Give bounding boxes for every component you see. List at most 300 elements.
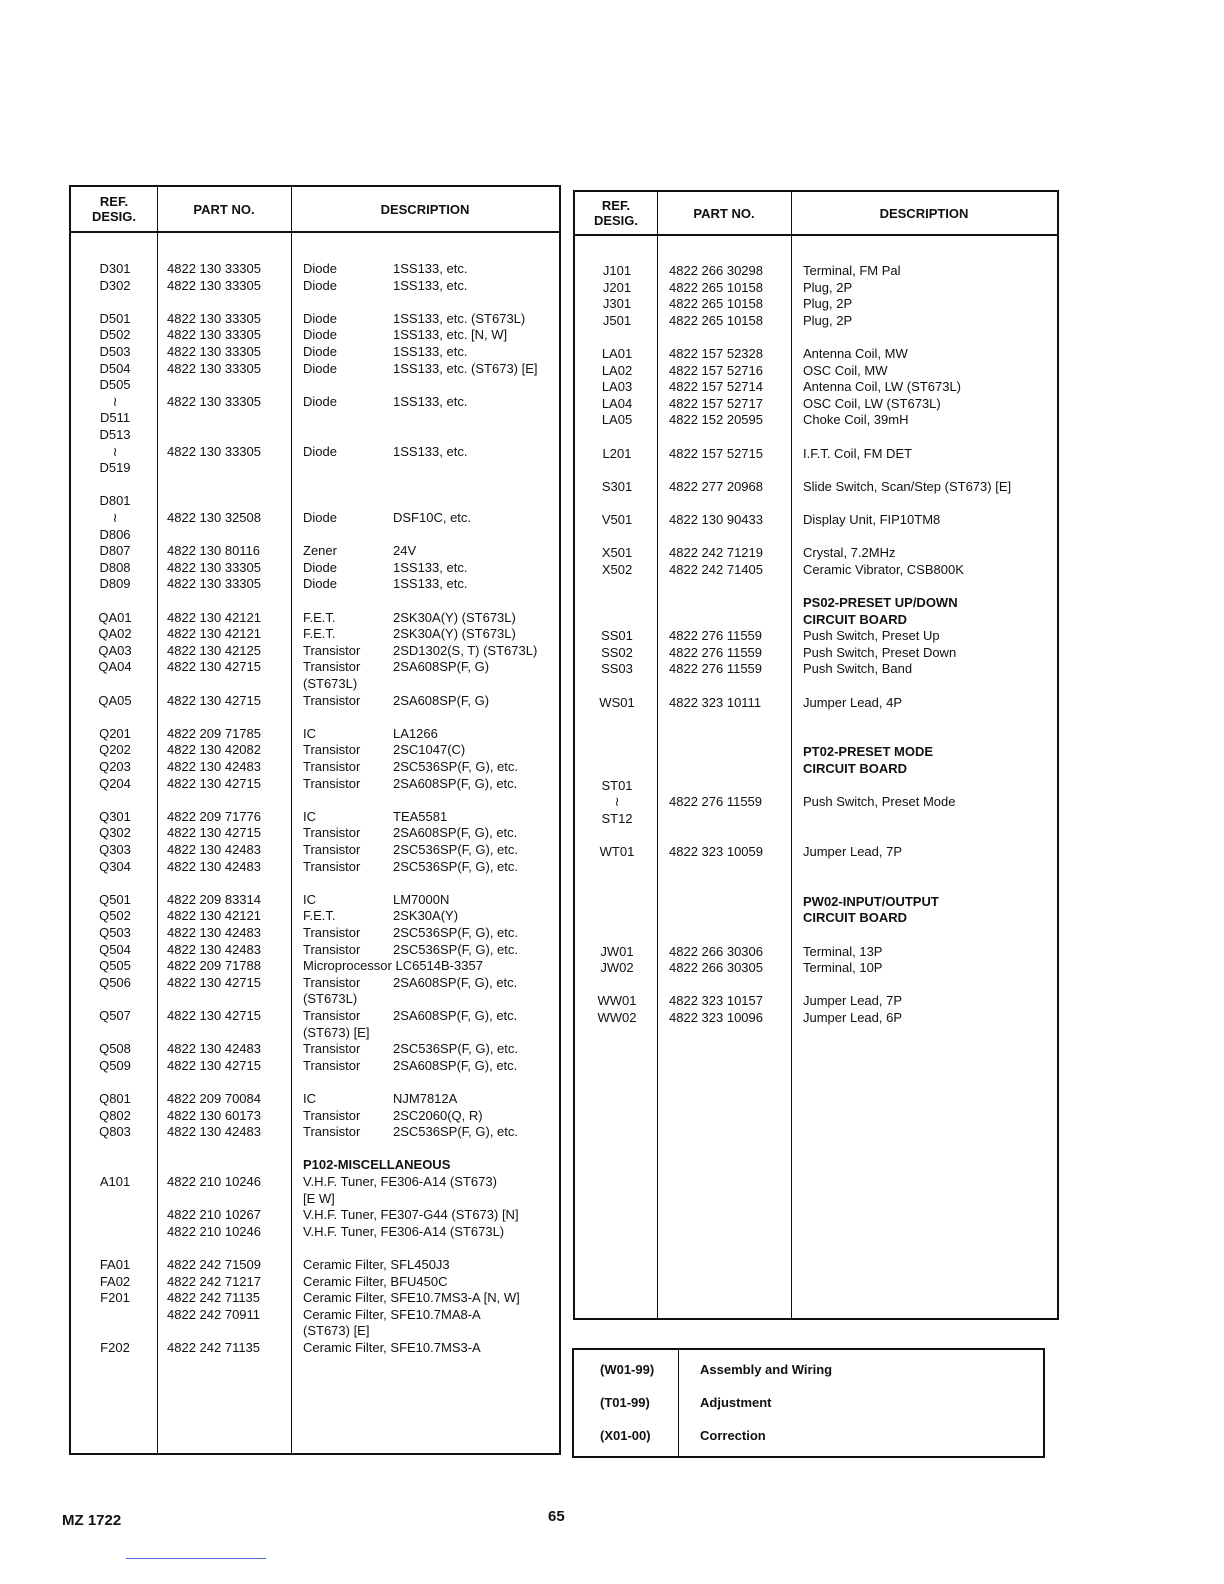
- part-number: 4822 242 70911: [167, 1306, 261, 1322]
- description: (ST673) [E]: [303, 1323, 370, 1339]
- part-row: [575, 511, 1057, 528]
- ref-desig: ≀: [112, 393, 118, 409]
- description: Diode: [303, 443, 337, 459]
- description-detail: 1SS133, etc.: [393, 393, 468, 409]
- part-row: [71, 609, 559, 626]
- left-parts-table: [69, 185, 561, 1455]
- part-number: 4822 276 11559: [669, 661, 763, 677]
- description: Diode: [303, 327, 337, 343]
- part-number: 4822 157 52715: [669, 445, 763, 461]
- description: Ceramic Filter, SFE10.7MS3-A [N, W]: [303, 1290, 520, 1306]
- ref-desig: Q504: [99, 941, 131, 957]
- part-row: [71, 1173, 559, 1190]
- part-row: [71, 1223, 559, 1240]
- description: Transistor: [303, 659, 361, 675]
- part-row: [575, 627, 1057, 644]
- description-detail: 2SC536SP(F, G), etc.: [393, 941, 518, 957]
- description: F.E.T.: [303, 626, 336, 642]
- code-label: Assembly and Wiring: [700, 1362, 833, 1377]
- description: Transistor: [303, 759, 361, 774]
- ref-desig: J501: [602, 312, 632, 328]
- part-number: 4822 130 42715: [167, 775, 261, 791]
- description: CIRCUIT BOARD: [803, 761, 907, 776]
- part-number: 4822 130 60173: [167, 1107, 261, 1123]
- description: Slide Switch, Scan/Step (ST673) [E]: [803, 478, 1012, 494]
- part-row: [71, 775, 559, 792]
- description-detail: 2SK30A(Y) (ST673L): [393, 609, 516, 625]
- description: Push Switch, Preset Mode: [803, 794, 956, 810]
- part-number: 4822 323 10157: [669, 993, 763, 1009]
- section-heading: [71, 1156, 559, 1173]
- section-heading: [575, 909, 1057, 926]
- left-table-header: [71, 187, 559, 233]
- code: (X01-00): [600, 1428, 651, 1443]
- description: Diode: [303, 310, 337, 326]
- description: V.H.F. Tuner, FE307-G44 (ST673) [N]: [303, 1207, 519, 1223]
- description: Diode: [303, 393, 337, 409]
- ref-desig: JW02: [600, 960, 634, 976]
- code-row: [574, 1354, 1043, 1387]
- ref-desig: D519: [99, 460, 131, 476]
- part-number: 4822 209 71785: [167, 725, 261, 741]
- part-number: 4822 130 42483: [167, 925, 261, 940]
- ref-desig: D513: [99, 427, 131, 442]
- description: Transistor: [303, 1008, 361, 1023]
- section-heading: [575, 743, 1057, 760]
- description-detail: LM7000N: [393, 891, 450, 907]
- part-number: 4822 130 33305: [167, 443, 261, 459]
- description: PW02-INPUT/OUTPUT: [803, 893, 939, 909]
- description-detail: 2SD1302(S, T) (ST673L): [393, 642, 538, 658]
- ref-desig: Q508: [99, 1041, 131, 1057]
- description-detail: 2SA608SP(F, G), etc.: [393, 825, 518, 841]
- part-number: 4822 130 33305: [167, 261, 261, 276]
- description: [E W]: [303, 1190, 335, 1206]
- part-number: 4822 130 42121: [167, 609, 261, 625]
- part-row: [71, 443, 559, 460]
- ref-desig: QA03: [98, 642, 132, 658]
- part-number: 4822 210 10267: [167, 1207, 261, 1223]
- description: Transistor: [303, 825, 361, 841]
- ref-desig: X502: [601, 561, 633, 577]
- part-number: 4822 242 71217: [167, 1273, 261, 1289]
- part-row: [71, 492, 559, 509]
- description: Diode: [303, 576, 337, 592]
- description-detail: 2SC1047(C): [393, 742, 466, 758]
- part-number: 4822 157 52328: [669, 346, 763, 361]
- description-detail: 2SA608SP(F, G): [393, 659, 490, 675]
- part-row: [71, 1273, 559, 1290]
- part-number: 4822 266 30306: [669, 943, 763, 959]
- description: Diode: [303, 344, 337, 359]
- part-row: [71, 526, 559, 543]
- ref-desig: WT01: [599, 844, 635, 859]
- part-row: [575, 411, 1057, 428]
- part-row: [71, 459, 559, 476]
- description: Transistor: [303, 642, 361, 658]
- part-number: 4822 209 71788: [167, 958, 261, 974]
- part-number: 4822 130 42715: [167, 825, 261, 841]
- description-detail: 1SS133, etc.: [393, 344, 468, 359]
- ref-desig: Q507: [99, 1008, 131, 1023]
- part-number: 4822 130 42483: [167, 858, 261, 874]
- ref-desig: WW01: [597, 993, 637, 1009]
- description: Antenna Coil, MW: [803, 346, 908, 361]
- part-row: [575, 312, 1057, 329]
- part-row: [71, 310, 559, 327]
- description: Plug, 2P: [803, 279, 853, 295]
- model-number: MZ 1722: [62, 1512, 122, 1529]
- ref-desig: Q803: [99, 1124, 131, 1140]
- part-number: 4822 130 33305: [167, 344, 261, 359]
- part-number: 4822 130 33305: [167, 559, 261, 575]
- page-number: 65: [548, 1508, 565, 1525]
- section-heading: [575, 760, 1057, 777]
- part-row: [71, 974, 559, 991]
- part-row: [71, 343, 559, 360]
- part-row: [71, 1057, 559, 1074]
- ref-desig: D511: [99, 410, 131, 426]
- description-detail: 1SS133, etc. [N, W]: [393, 327, 508, 343]
- description: Transistor: [303, 1124, 361, 1140]
- section-heading: [575, 594, 1057, 611]
- part-number: 4822 130 42121: [167, 626, 261, 642]
- ref-desig: LA01: [601, 346, 633, 361]
- footer-rule: [126, 1558, 266, 1559]
- description: Transistor: [303, 974, 361, 990]
- description: Transistor: [303, 842, 361, 857]
- ref-desig: D809: [99, 576, 131, 592]
- ref-desig: Q503: [99, 925, 131, 940]
- ref-desig: Q301: [99, 808, 131, 824]
- part-row: [71, 841, 559, 858]
- part-row: [71, 1090, 559, 1107]
- description: Diode: [303, 261, 337, 276]
- part-row: [575, 478, 1057, 495]
- part-number: 4822 130 32508: [167, 510, 261, 525]
- ref-desig: X501: [601, 545, 633, 561]
- part-row: [575, 694, 1057, 711]
- ref-desig: ST12: [601, 810, 633, 826]
- description: CIRCUIT BOARD: [803, 910, 907, 926]
- description: IC: [303, 891, 316, 907]
- part-row: [71, 1339, 559, 1356]
- part-number: 4822 130 90433: [669, 512, 763, 527]
- ref-desig: ≀: [112, 443, 118, 459]
- description-detail: TEA5581: [393, 808, 448, 824]
- description-detail: 1SS133, etc.: [393, 576, 468, 592]
- part-number: 4822 323 10096: [669, 1010, 763, 1025]
- part-number: 4822 130 42483: [167, 759, 261, 774]
- description: Transistor: [303, 858, 361, 874]
- code-label: Correction: [700, 1428, 766, 1443]
- description: Diode: [303, 510, 337, 525]
- part-no-header: PART NO.: [193, 201, 255, 217]
- description: Ceramic Filter, SFE10.7MA8-A: [303, 1306, 481, 1322]
- part-row: [71, 758, 559, 775]
- description: Diode: [303, 277, 337, 293]
- description-detail: 1SS133, etc.: [393, 559, 468, 575]
- ref-desig: S301: [601, 478, 633, 494]
- right-table-header: [575, 192, 1057, 236]
- part-row: [575, 445, 1057, 462]
- part-row: [71, 924, 559, 941]
- description: CIRCUIT BOARD: [803, 611, 907, 627]
- description-detail: 1SS133, etc. (ST673) [E]: [393, 360, 538, 376]
- ref-desig: QA01: [98, 609, 132, 625]
- description: Transistor: [303, 941, 361, 957]
- part-row: [71, 1256, 559, 1273]
- part-row: [71, 260, 559, 277]
- description-detail: 1SS133, etc.: [393, 443, 468, 459]
- part-number: 4822 276 11559: [669, 644, 763, 660]
- description: Terminal, 10P: [803, 960, 883, 976]
- part-number: 4822 130 42082: [167, 742, 261, 758]
- ref-desig: D501: [99, 310, 131, 326]
- part-row: [575, 777, 1057, 794]
- ref-desig: D302: [99, 277, 131, 293]
- part-row: [575, 279, 1057, 296]
- part-number: 4822 130 42715: [167, 974, 261, 990]
- part-number: 4822 130 33305: [167, 576, 261, 592]
- description: Jumper Lead, 7P: [803, 993, 903, 1009]
- description: Zener: [303, 543, 337, 559]
- description-detail: 2SC536SP(F, G), etc.: [393, 1124, 518, 1140]
- description: F.E.T.: [303, 908, 336, 924]
- part-row: [575, 644, 1057, 661]
- ref-desig: D806: [99, 526, 131, 542]
- part-number: 4822 323 10059: [669, 844, 763, 859]
- description-detail: 2SA608SP(F, G): [393, 692, 490, 708]
- part-row: [71, 1107, 559, 1124]
- description-detail: 2SA608SP(F, G), etc.: [393, 974, 518, 990]
- description: Diode: [303, 360, 337, 376]
- description: Terminal, 13P: [803, 943, 883, 959]
- ref-desig: Q201: [99, 725, 131, 741]
- ref-desig: FA01: [99, 1257, 131, 1272]
- part-row: [71, 824, 559, 841]
- description: F.E.T.: [303, 609, 336, 625]
- part-row: [71, 907, 559, 924]
- ref-desig: Q202: [99, 742, 131, 758]
- ref-desig: L201: [602, 445, 632, 461]
- code-row: [574, 1420, 1043, 1453]
- part-number: 4822 242 71509: [167, 1257, 261, 1272]
- description: PS02-PRESET UP/DOWN: [803, 595, 958, 610]
- description: Microprocessor LC6514B-3357: [303, 958, 483, 974]
- ref-desig: J301: [602, 296, 632, 312]
- part-row: [575, 959, 1057, 976]
- part-row: [575, 345, 1057, 362]
- description-detail: 2SA608SP(F, G), etc.: [393, 1008, 518, 1023]
- description: Transistor: [303, 775, 361, 791]
- description-detail: 2SA608SP(F, G), etc.: [393, 1057, 518, 1073]
- ref-desig-header: REF. DESIG.: [91, 194, 137, 224]
- part-row: [575, 362, 1057, 379]
- part-row: [71, 542, 559, 559]
- ref-desig: ST01: [601, 777, 633, 793]
- part-row: [71, 509, 559, 526]
- ref-desig: SS02: [601, 644, 633, 660]
- description-detail: 2SK30A(Y) (ST673L): [393, 626, 516, 642]
- ref-desig: D808: [99, 559, 131, 575]
- part-number: 4822 266 30305: [669, 960, 763, 976]
- part-row: [575, 1009, 1057, 1026]
- description: IC: [303, 1091, 316, 1106]
- part-row: [575, 793, 1057, 810]
- description: Antenna Coil, LW (ST673L): [803, 379, 961, 395]
- ref-desig: Q506: [99, 974, 131, 990]
- ref-desig: Q203: [99, 759, 131, 774]
- description: OSC Coil, MW: [803, 362, 888, 378]
- description: Crystal, 7.2MHz: [803, 545, 896, 561]
- part-number: 4822 277 20968: [669, 478, 763, 494]
- part-number: 4822 276 11559: [669, 794, 763, 810]
- part-row: [71, 1306, 559, 1323]
- part-row: [71, 990, 559, 1007]
- part-row: [575, 262, 1057, 279]
- part-number: 4822 130 33305: [167, 360, 261, 376]
- description-detail: 2SC536SP(F, G), etc.: [393, 1041, 518, 1057]
- description-detail: NJM7812A: [393, 1091, 458, 1106]
- ref-desig: F201: [100, 1290, 130, 1306]
- part-number: 4822 209 83314: [167, 891, 261, 907]
- ref-desig: F202: [100, 1340, 130, 1355]
- description: V.H.F. Tuner, FE306-A14 (ST673): [303, 1174, 497, 1189]
- part-row: [71, 891, 559, 908]
- part-row: [71, 808, 559, 825]
- ref-desig: JW01: [600, 943, 634, 959]
- ref-desig: D504: [99, 360, 131, 376]
- description-header: DESCRIPTION: [879, 205, 969, 221]
- description: IC: [303, 808, 316, 824]
- part-row: [71, 360, 559, 377]
- ref-desig: LA02: [601, 362, 633, 378]
- part-number: 4822 210 10246: [167, 1174, 261, 1189]
- ref-desig: D801: [99, 493, 131, 509]
- description: OSC Coil, LW (ST673L): [803, 395, 941, 411]
- part-row: [575, 544, 1057, 561]
- description: Jumper Lead, 7P: [803, 844, 903, 859]
- part-row: [575, 378, 1057, 395]
- part-row: [71, 1024, 559, 1041]
- description-detail: 2SA608SP(F, G), etc.: [393, 775, 518, 791]
- description: PT02-PRESET MODE: [803, 744, 934, 760]
- code-label: Adjustment: [700, 1395, 772, 1410]
- part-row: [71, 957, 559, 974]
- part-row: [71, 326, 559, 343]
- part-row: [71, 625, 559, 642]
- part-row: [575, 561, 1057, 578]
- part-number: 4822 152 20595: [669, 412, 763, 428]
- section-heading: [575, 893, 1057, 910]
- description: (ST673L): [303, 676, 358, 691]
- ref-desig: LA05: [601, 412, 633, 428]
- part-number: 4822 130 42483: [167, 1041, 261, 1057]
- ref-desig: Q303: [99, 842, 131, 857]
- part-number: 4822 266 30298: [669, 263, 763, 278]
- part-row: [71, 658, 559, 675]
- description: I.F.T. Coil, FM DET: [803, 445, 913, 461]
- part-number: 4822 130 80116: [167, 543, 261, 559]
- description-detail: 1SS133, etc.: [393, 261, 468, 276]
- part-row: [71, 426, 559, 443]
- ref-desig: Q505: [99, 958, 131, 974]
- part-row: [71, 941, 559, 958]
- description: Diode: [303, 559, 337, 575]
- part-number: 4822 130 42715: [167, 659, 261, 675]
- part-number: 4822 130 42121: [167, 908, 261, 924]
- ref-desig: SS03: [601, 661, 633, 677]
- description: (ST673L): [303, 991, 358, 1007]
- part-number: 4822 276 11559: [669, 628, 763, 644]
- ref-desig: QA05: [98, 692, 132, 708]
- part-row: [71, 675, 559, 692]
- ref-desig: QA02: [98, 626, 132, 642]
- part-row: [71, 1040, 559, 1057]
- ref-desig: QA04: [98, 659, 132, 675]
- part-number: 4822 242 71405: [669, 561, 763, 577]
- ref-desig: J101: [602, 263, 632, 278]
- ref-desig: Q304: [99, 858, 131, 874]
- description-detail: 2SC2060(Q, R): [393, 1107, 483, 1123]
- part-row: [575, 943, 1057, 960]
- description: Transistor: [303, 742, 361, 758]
- description: V.H.F. Tuner, FE306-A14 (ST673L): [303, 1223, 505, 1239]
- code: (T01-99): [600, 1395, 650, 1410]
- part-number: 4822 323 10111: [669, 694, 762, 710]
- part-row: [575, 843, 1057, 860]
- part-number: 4822 242 71135: [167, 1290, 261, 1306]
- ref-desig: D807: [99, 543, 131, 559]
- part-row: [71, 559, 559, 576]
- ref-desig: ≀: [112, 510, 118, 525]
- description: Push Switch, Band: [803, 661, 913, 677]
- description: Jumper Lead, 4P: [803, 694, 903, 710]
- part-number: 4822 130 33305: [167, 393, 261, 409]
- part-row: [575, 660, 1057, 677]
- ref-desig: WS01: [599, 694, 635, 710]
- ref-desig: Q302: [99, 825, 131, 841]
- description: P102-MISCELLANEOUS: [303, 1157, 451, 1173]
- description-detail: 2SC536SP(F, G), etc.: [393, 925, 518, 940]
- part-number: 4822 130 42715: [167, 692, 261, 708]
- part-row: [71, 1206, 559, 1223]
- description: Transistor: [303, 1107, 361, 1123]
- part-row: [575, 295, 1057, 312]
- part-row: [71, 725, 559, 742]
- description: Ceramic Filter, SFL450J3: [303, 1257, 450, 1272]
- ref-desig: Q501: [99, 891, 131, 907]
- description: Push Switch, Preset Down: [803, 644, 957, 660]
- part-number: 4822 130 33305: [167, 277, 261, 293]
- part-row: [71, 409, 559, 426]
- part-row: [71, 1322, 559, 1339]
- codes-table: [572, 1348, 1045, 1458]
- part-number: 4822 130 42715: [167, 1057, 261, 1073]
- part-row: [575, 992, 1057, 1009]
- part-row: [71, 692, 559, 709]
- ref-desig: LA04: [601, 395, 633, 411]
- part-row: [71, 376, 559, 393]
- part-number: 4822 209 70084: [167, 1091, 261, 1106]
- description-detail: 2SC536SP(F, G), etc.: [393, 842, 518, 857]
- part-number: 4822 130 42715: [167, 1008, 261, 1023]
- description: Transistor: [303, 692, 361, 708]
- part-number: 4822 130 42483: [167, 941, 261, 957]
- description-detail: 2SK30A(Y): [393, 908, 459, 924]
- description: Transistor: [303, 1041, 361, 1057]
